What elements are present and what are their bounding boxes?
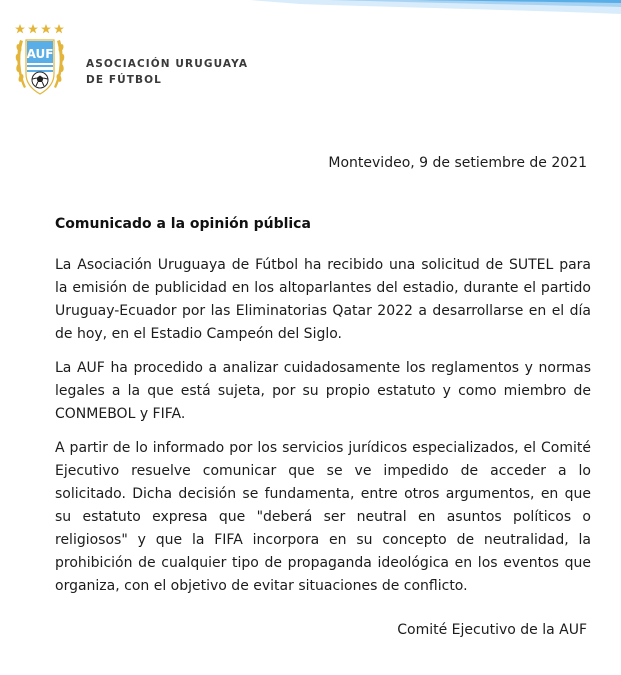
paragraph-2: La AUF ha procedido a analizar cuidadosamente los reglamentos y normas legales a la que está sujeta, por su propio estatuto y como miembro de CONMEBOL y FIFA. [55, 360, 591, 422]
logo-text: AUF [26, 47, 54, 61]
stars-icon [15, 24, 64, 33]
signature: Comité Ejecutivo de la AUF [397, 622, 587, 638]
football-icon [32, 72, 48, 88]
org-name-line2: DE FÚTBOL [86, 74, 162, 86]
organization-name [86, 56, 248, 88]
auf-logo [14, 24, 66, 112]
paragraph-1: La Asociación Uruguaya de Fútbol ha recibido una solicitud de SUTEL para la emisión de publicidad en los altoparlantes del estadio, durante el partido Uruguay-Ecuador por las Eliminatorias Qatar 2022 a desarrollarse en el día de hoy, en el Estadio Campeón del Siglo. [55, 257, 591, 342]
org-name-line1: ASOCIACIÓN URUGUAYA [86, 58, 249, 70]
document-title: Comunicado a la opinión pública [55, 216, 311, 232]
document-date: Montevideo, 9 de setiembre de 2021 [328, 155, 587, 171]
paragraph-3: A partir de lo informado por los servicios jurídicos especializados, el Comité Ejecutivo resuelve comunicar que se ve impedido de acceder a lo solicitado. Dicha decisión se fundamenta, entre otros argumentos, en que su estatuto expresa que "deberá ser neutral en asuntos políticos o religiosos" y que la FIFA incorpora en su concepto de neutralidad, la prohibición de cualquier tipo de propaganda ideológica en los eventos que organiza, con el objetivo de evitar situaciones de conflicto. [55, 440, 591, 594]
